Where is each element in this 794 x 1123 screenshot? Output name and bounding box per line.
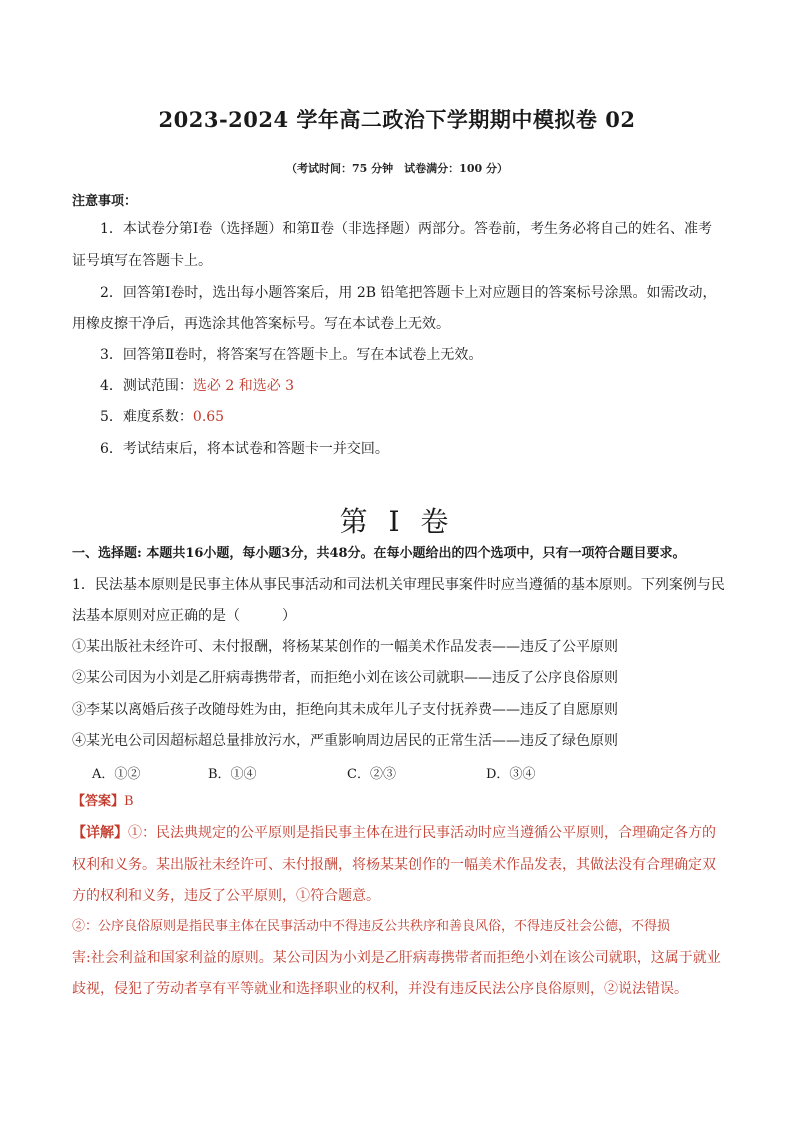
notice-item-5 <box>100 407 224 427</box>
notice-item-2-line-2: 用橡皮擦干净后，再选涂其他答案标号。写在本试卷上无效。 <box>72 316 450 332</box>
detail-label: 【详解】 <box>72 825 128 841</box>
exam-subtitle: （考试时间：75 分钟 试卷满分：100 分） <box>286 162 508 175</box>
test-scope-value: 选必 2 和选必 3 <box>192 378 295 394</box>
question-1-stem-line-2: 法基本原则对应正确的是（ ） <box>72 608 296 624</box>
statement-1: ①某出版社未经许可、未付报酬，将杨某某创作的一幅美术作品发表——违反了公平原则 <box>72 639 618 655</box>
option-c: C．②③ <box>347 767 396 782</box>
detail-line-3: 方的权利和义务，违反了公平原则，①符合题意。 <box>72 888 380 904</box>
detail-text-1: ①：民法典规定的公平原则是指民事主体在进行民事活动时应当遵循公平原则，合理确定各方的 <box>128 825 716 841</box>
notice-item-3: 3．回答第Ⅱ卷时，将答案写在答题卡上。写在本试卷上无效。 <box>100 347 483 363</box>
statement-3: ③李某以离婚后孩子改随母姓为由，拒绝向其未成年儿子支付抚养费——违反了自愿原则 <box>72 702 618 718</box>
notice-item-6: 6．考试结束后，将本试卷和答题卡一并交回。 <box>100 441 389 457</box>
question-1-stem-line-1: 1．民法基本原则是民事主体从事民事活动和司法机关审理民事案件时应当遵循的基本原则。下列案例与民 <box>72 577 725 593</box>
detail-line-2: 权利和义务。某出版社未经许可、未付报酬，将杨某某创作的一幅美术作品发表，其做法没有合理确定双 <box>72 857 716 873</box>
detail-line-5: 害:社会利益和国家利益的原则。某公司因为小刘是乙肝病毒携带者而拒绝小刘在该公司就职，这属于就业 <box>72 950 721 966</box>
exam-title: 2023-2024 学年高二政治下学期期中模拟卷 02 <box>158 107 636 132</box>
answer-label: 【答案】 <box>72 794 125 809</box>
notice-item-1-line-1: 1．本试卷分第Ⅰ卷（选择题）和第Ⅱ卷（非选择题）两部分。答卷前，考生务必将自己的姓名、准考 <box>100 221 712 237</box>
notice-item-5-label: 5．难度系数： <box>100 409 193 425</box>
notice-item-2-line-1: 2．回答第Ⅰ卷时，选出每小题答案后，用 2B 铅笔把答题卡上对应题目的答案标号涂黑。如需改动， <box>100 285 717 301</box>
notice-item-1-line-2: 证号填写在答题卡上。 <box>72 253 212 269</box>
notice-item-4 <box>100 376 294 396</box>
detail-line-4: ②：公序良俗原则是指民事主体在民事活动中不得违反公共秩序和善良风俗，不得违反社会公德，不得损 <box>72 919 671 934</box>
answer-line <box>72 792 134 812</box>
answer-value: B <box>124 794 134 809</box>
section-title: 第 I 卷 <box>339 505 455 538</box>
section-instructions: 一、选择题: 本题共16小题，每小题3分，共48分。在每小题给出的四个选项中，只有一项符合题目要求。 <box>72 546 686 561</box>
statement-2: ②某公司因为小刘是乙肝病毒携带者，而拒绝小刘在该公司就职——违反了公序良俗原则 <box>72 670 618 686</box>
notice-item-4-label: 4．测试范围： <box>100 378 193 394</box>
option-d: D．③④ <box>486 767 536 782</box>
detail-line-1 <box>72 823 716 843</box>
option-a: A．①② <box>92 767 141 782</box>
difficulty-value: 0.65 <box>192 409 225 425</box>
statement-4: ④某光电公司因超标超总量排放污水，严重影响周边居民的正常生活——违反了绿色原则 <box>72 733 618 749</box>
detail-line-6: 歧视，侵犯了劳动者享有平等就业和选择职业的权利，并没有违反民法公序良俗原则，②说法错误。 <box>72 981 688 997</box>
option-b: B．①④ <box>208 767 257 782</box>
notice-heading: 注意事项： <box>72 194 138 209</box>
